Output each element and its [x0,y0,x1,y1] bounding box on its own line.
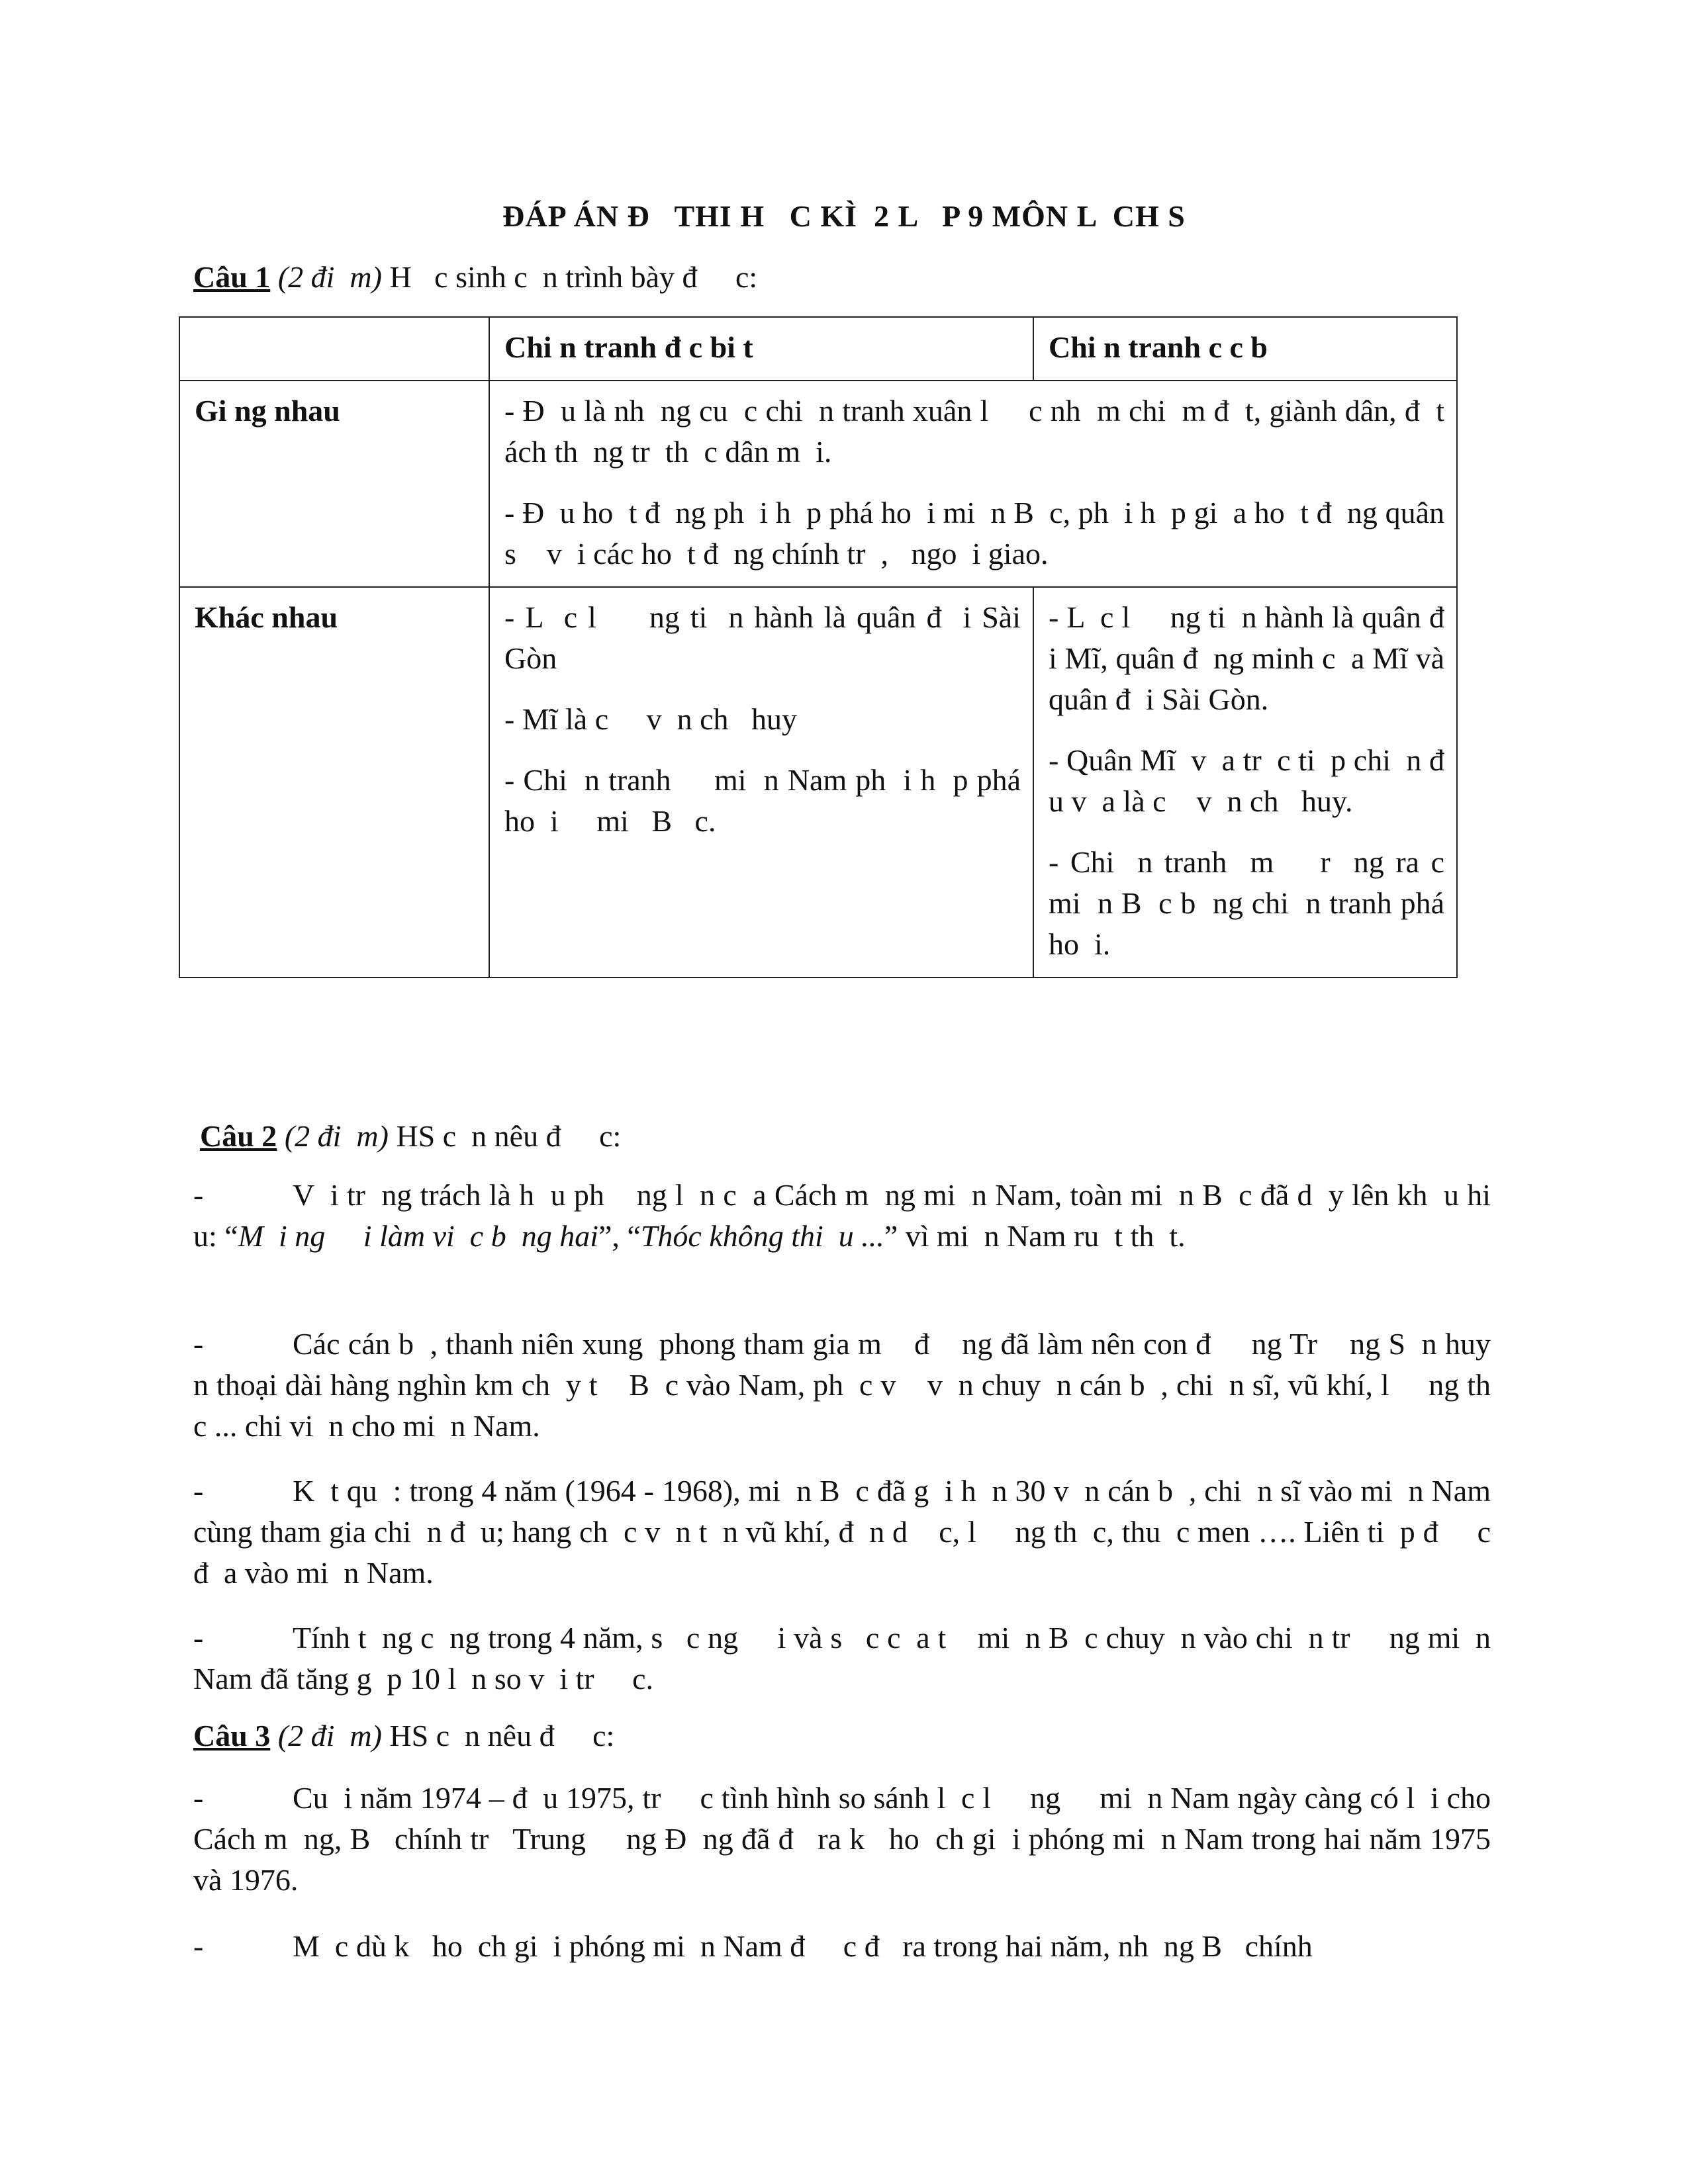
similar-point: - Đ u là nh ng cu c chi n tranh xuân l c nh m chi m đ t, giành dân, đ t ách th ng tr th c dân m i. [504,394,1452,469]
table-row-different [179,587,1457,978]
q2-item: - Tính t ng c ng trong 4 năm, s c ng i và s c c a t mi n B c chuy n vào chi n tr ng mi n Nam đã tăng g p 10 l n so v i tr c. [193,1621,1499,1696]
diff-special-point: - L c l ng ti n hành là quân đ i Sài Gòn [504,600,1029,675]
diff-special-point: - Chi n tranh mi n Nam ph i h p phá ho i mi B c. [504,763,1029,838]
table-header-special-war: Chi n tranh đ c bi t [489,317,1033,381]
q3-points: (2 đi m) [277,1719,382,1752]
q3-item: - Cu i năm 1974 – đ u 1975, tr c tình hình so sánh l c l ng mi n Nam ngày càng có l i cho Cách m ng, B chính tr Trung ng Đ ng đã đ ra k ho ch gi i phóng mi n Nam trong hai năm 1975 và 1976. [193,1781,1499,1897]
q2-heading [200,1118,621,1154]
q1-intro: H c sinh c n trình bày đ c: [381,260,758,294]
diff-local-point: - Chi n tranh m r ng ra c mi n B c b ng chi n tranh phá ho i. [1049,845,1483,961]
table-header-row [179,317,1457,381]
q3-label: Câu 3 [193,1719,271,1752]
q1-points: (2 đi m) [277,260,382,294]
table-header-empty [179,317,489,381]
row-label-different: Khác nhau [179,587,489,978]
similar-point: - Đ u ho t đ ng ph i h p phá ho i mi n B c, ph i h p gi a ho t đ ng quân s v i các ho t đ ng chính tr , ngo i giao. [504,496,1452,570]
q2-item: - Các cán b , thanh niên xung phong tham gia m đ ng đã làm nên con đ ng Tr ng S n huy n thoại dài hàng nghìn km ch y t B c vào Nam, ph c v v n chuy n cán b , chi n sĩ, vũ khí, l ng th c ... chi vi n cho mi n Nam. [193,1327,1506,1443]
page-title: ĐÁP ÁN Đ THI H C KÌ 2 L P 9 MÔN L CH S [502,199,1186,233]
diff-special-cell [489,587,1033,978]
diff-local-point: - Quân Mĩ v a tr c ti p chi n đ u v a là c v n ch huy. [1049,743,1460,818]
q2-item: - V i tr ng trách là h u ph ng l n c a Cách m ng mi n Nam, toàn mi n B c đã d y lên kh u hi u: “M i ng i làm vi c b ng hai”, “Thóc không thi u ...” vì mi n Nam ru t th t. [193,1178,1506,1253]
diff-local-point: - L c l ng ti n hành là quân đ i Mĩ, quân đ ng minh c a Mĩ và quân đ i Sài Gòn. [1049,600,1460,716]
table-row-similar [179,381,1457,587]
q3-heading [193,1718,614,1753]
diff-local-cell [1033,587,1483,978]
q2-item: - K t qu : trong 4 năm (1964 - 1968), mi n B c đã g i h n 30 v n cán b , chi n sĩ vào mi n Nam cùng tham gia chi n đ u; hang ch c v n t n vũ khí, đ n d c, l ng th c, thu c men …. Liên ti p đ c đ a vào mi n Nam. [193,1474,1499,1590]
row-label-similar: Gi ng nhau [179,381,489,587]
diff-special-point: - Mĩ là c v n ch huy [504,702,798,736]
q1-heading [193,259,757,295]
q2-label: Câu 2 [200,1119,277,1153]
table-header-local-war: Chi n tranh c c b [1033,317,1457,381]
q3-intro: HS c n nêu đ c: [381,1719,615,1752]
q1-label: Câu 1 [193,260,271,294]
q2-intro: HS c n nêu đ c: [388,1119,622,1153]
q3-item: - M c dù k ho ch gi i phóng mi n Nam đ c đ ra trong hai năm, nh ng B chính [193,1929,1313,1963]
q2-points: (2 đi m) [284,1119,389,1153]
similar-cell [489,381,1457,587]
comparison-table [179,316,1483,978]
